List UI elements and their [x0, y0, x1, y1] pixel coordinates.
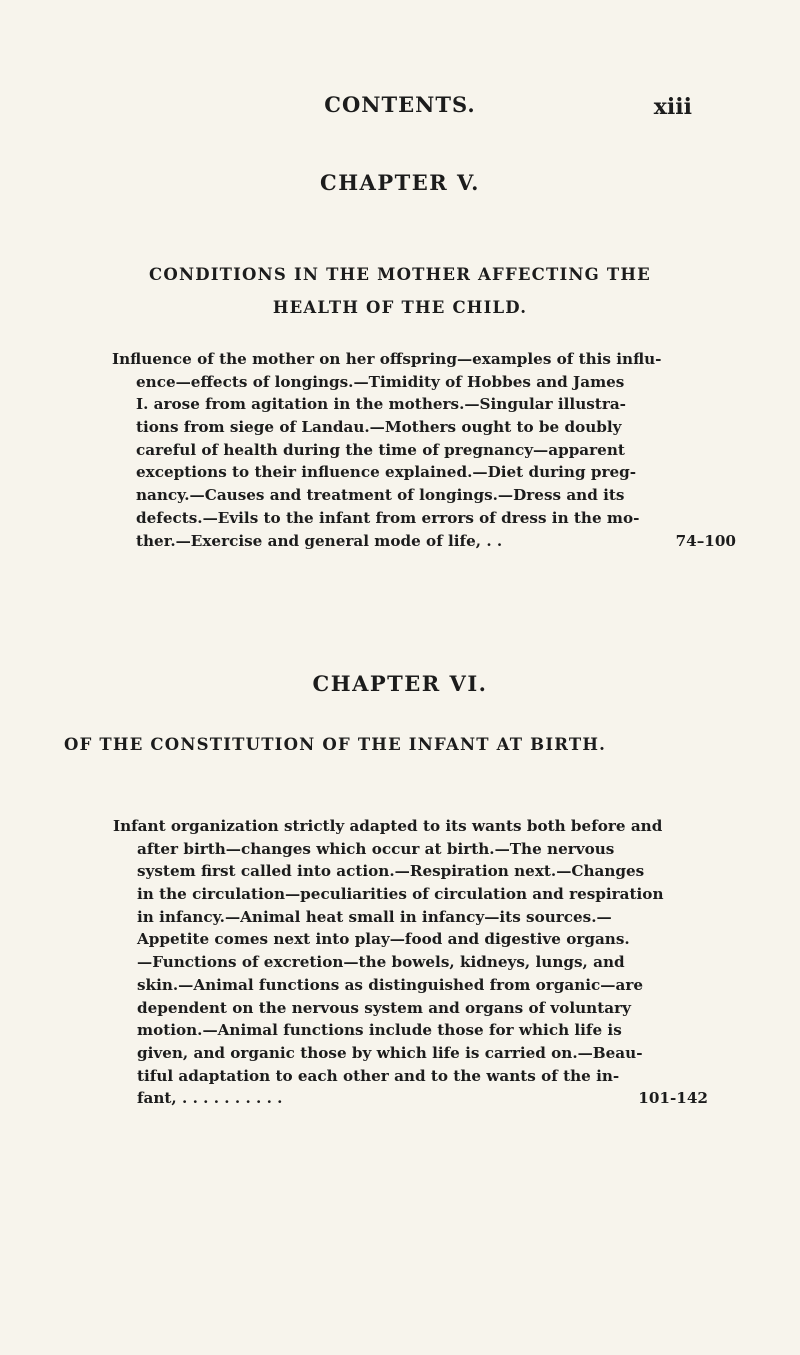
summary-line-last: [0, 530, 800, 553]
summary-line: fant, . . . . . . . . . .: [137, 1089, 283, 1108]
summary-line: defects.—Evils to the infant from errors of dress in the mo-: [136, 508, 640, 527]
summary-line: Appetite comes next into play—food and digestive organs.: [137, 930, 630, 949]
chapter-title: [40, 728, 780, 761]
summary-line: careful of health during the time of pregnancy—apparent: [136, 440, 625, 459]
page-range: 101-142: [638, 1089, 708, 1108]
chapter-heading: CHAPTER VI.: [312, 671, 488, 696]
summary-line: exceptions to their influence explained.—Diet during preg-: [136, 463, 637, 482]
chapter-summary: [0, 348, 800, 552]
summary-line: I. arose from agitation in the mothers.—Singular illustra-: [136, 395, 626, 414]
summary-line: —Functions of excretion—the bowels, kidneys, lungs, and: [137, 953, 625, 972]
summary-line: ther.—Exercise and general mode of life, . .: [136, 531, 503, 550]
chapter-title-line: OF THE CONSTITUTION OF THE INFANT AT BIRTH.: [64, 735, 607, 754]
summary-line: Infant organization strictly adapted to its wants both before and: [113, 817, 663, 835]
summary-line: motion.—Animal functions include those for which life is: [137, 1021, 622, 1040]
chapter-summary: [0, 815, 800, 1110]
running-title: CONTENTS.: [324, 92, 476, 117]
summary-line: dependent on the nervous system and organs of voluntary: [137, 998, 631, 1017]
summary-line: tiful adaptation to each other and to the wants of the in-: [137, 1066, 620, 1085]
summary-line: system first called into action.—Respiration next.—Changes: [137, 862, 645, 881]
summary-line: given, and organic those by which life is carried on.—Beau-: [137, 1043, 643, 1062]
summary-line: nancy.—Causes and treatment of longings.—Dress and its: [136, 486, 625, 505]
summary-line: tions from siege of Landau.—Mothers ought to be doubly: [136, 418, 622, 437]
summary-line: in the circulation—peculiarities of circulation and respiration: [137, 885, 664, 904]
page-number: xiii: [653, 94, 692, 120]
page-range: 74–100: [675, 531, 736, 550]
running-head: [0, 92, 800, 122]
summary-line-last: [0, 1087, 800, 1110]
chapter-title: [40, 258, 760, 324]
summary-line: skin.—Animal functions as distinguished from organic—are: [137, 975, 643, 994]
summary-line: ence—effects of longings.—Timidity of Hobbes and James: [136, 372, 625, 391]
summary-line: Influence of the mother on her offspring—examples of this influ-: [112, 350, 662, 368]
chapter-title-line: HEALTH OF THE CHILD.: [272, 298, 528, 317]
summary-line: in infancy.—Animal heat small in infancy—its sources.—: [137, 907, 612, 926]
chapter-title-line: CONDITIONS IN THE MOTHER AFFECTING THE: [149, 265, 651, 284]
chapter-heading: CHAPTER V.: [320, 170, 480, 195]
summary-line: after birth—changes which occur at birth.—The nervous: [137, 839, 615, 858]
